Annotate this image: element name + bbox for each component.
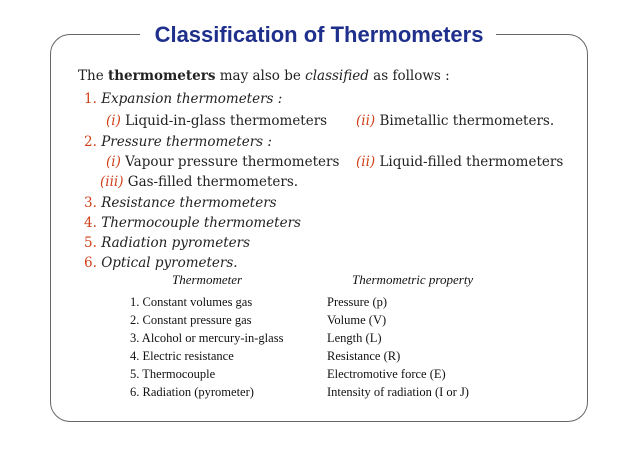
sub-mark: (iii): [100, 174, 124, 190]
table-cell: 3. Alcohol or mercury-in-glass: [130, 331, 284, 345]
sub-item: [356, 154, 563, 170]
sub-item: [100, 174, 298, 190]
page-title: Classification of Thermometers: [154, 22, 484, 47]
item-label: Thermocouple thermometers: [101, 215, 301, 231]
sub-label: Gas-filled thermometers.: [127, 174, 299, 190]
intro-mid: may also be: [215, 68, 306, 84]
item-label: Resistance thermometers: [101, 195, 277, 211]
table-cell: 5. Thermocouple: [130, 367, 216, 381]
item-number: 5.: [84, 235, 97, 251]
list-item: [84, 134, 272, 150]
sub-mark: (i): [106, 154, 121, 170]
sub-label: Liquid-filled thermometers: [379, 154, 564, 170]
table-cell: Electromotive force (E): [327, 367, 446, 381]
table-cell: Pressure (p): [327, 295, 388, 309]
list-item: [84, 91, 282, 107]
sub-label: Liquid-in-glass thermometers: [125, 113, 328, 129]
intro-italic: classified: [305, 68, 369, 84]
table-cell: Intensity of radiation (I or J): [327, 385, 469, 399]
table-cell: 6. Radiation (pyrometer): [130, 385, 254, 399]
table-cell: 1. Constant volumes gas: [130, 295, 253, 309]
item-label: Expansion thermometers :: [101, 91, 283, 107]
sub-mark: (ii): [356, 113, 376, 129]
intro-bold: thermometers: [107, 68, 216, 84]
item-number: 4.: [84, 215, 97, 231]
sub-item: [356, 113, 554, 129]
table-cell: 2. Constant pressure gas: [130, 313, 252, 327]
table-cell: Length (L): [327, 331, 382, 345]
intro-pre: The: [78, 68, 108, 84]
item-number: 3.: [84, 195, 97, 211]
list-item: [84, 195, 277, 211]
sub-mark: (ii): [356, 154, 376, 170]
intro-sentence: [78, 68, 450, 84]
table-header-thermometer: Thermometer: [172, 272, 243, 287]
item-number: 6.: [84, 255, 97, 271]
table-cell: 4. Electric resistance: [130, 349, 234, 363]
sub-label: Bimetallic thermometers.: [379, 113, 555, 129]
list-item: [84, 215, 301, 231]
sub-item: [106, 113, 327, 129]
item-label: Pressure thermometers :: [101, 134, 272, 150]
table-cell: Resistance (R): [327, 349, 401, 363]
item-label: Optical pyrometers.: [101, 255, 238, 271]
list-item: [84, 235, 250, 251]
item-label: Radiation pyrometers: [101, 235, 251, 251]
sub-item: [106, 154, 339, 170]
item-number: 1.: [84, 91, 97, 107]
intro-post: as follows :: [368, 68, 450, 84]
table-header-property: Thermometric property: [352, 272, 474, 287]
list-item: [84, 255, 238, 271]
sub-mark: (i): [106, 113, 121, 129]
sub-label: Vapour pressure thermometers: [125, 154, 340, 170]
table-cell: Volume (V): [327, 313, 387, 327]
item-number: 2.: [84, 134, 97, 150]
